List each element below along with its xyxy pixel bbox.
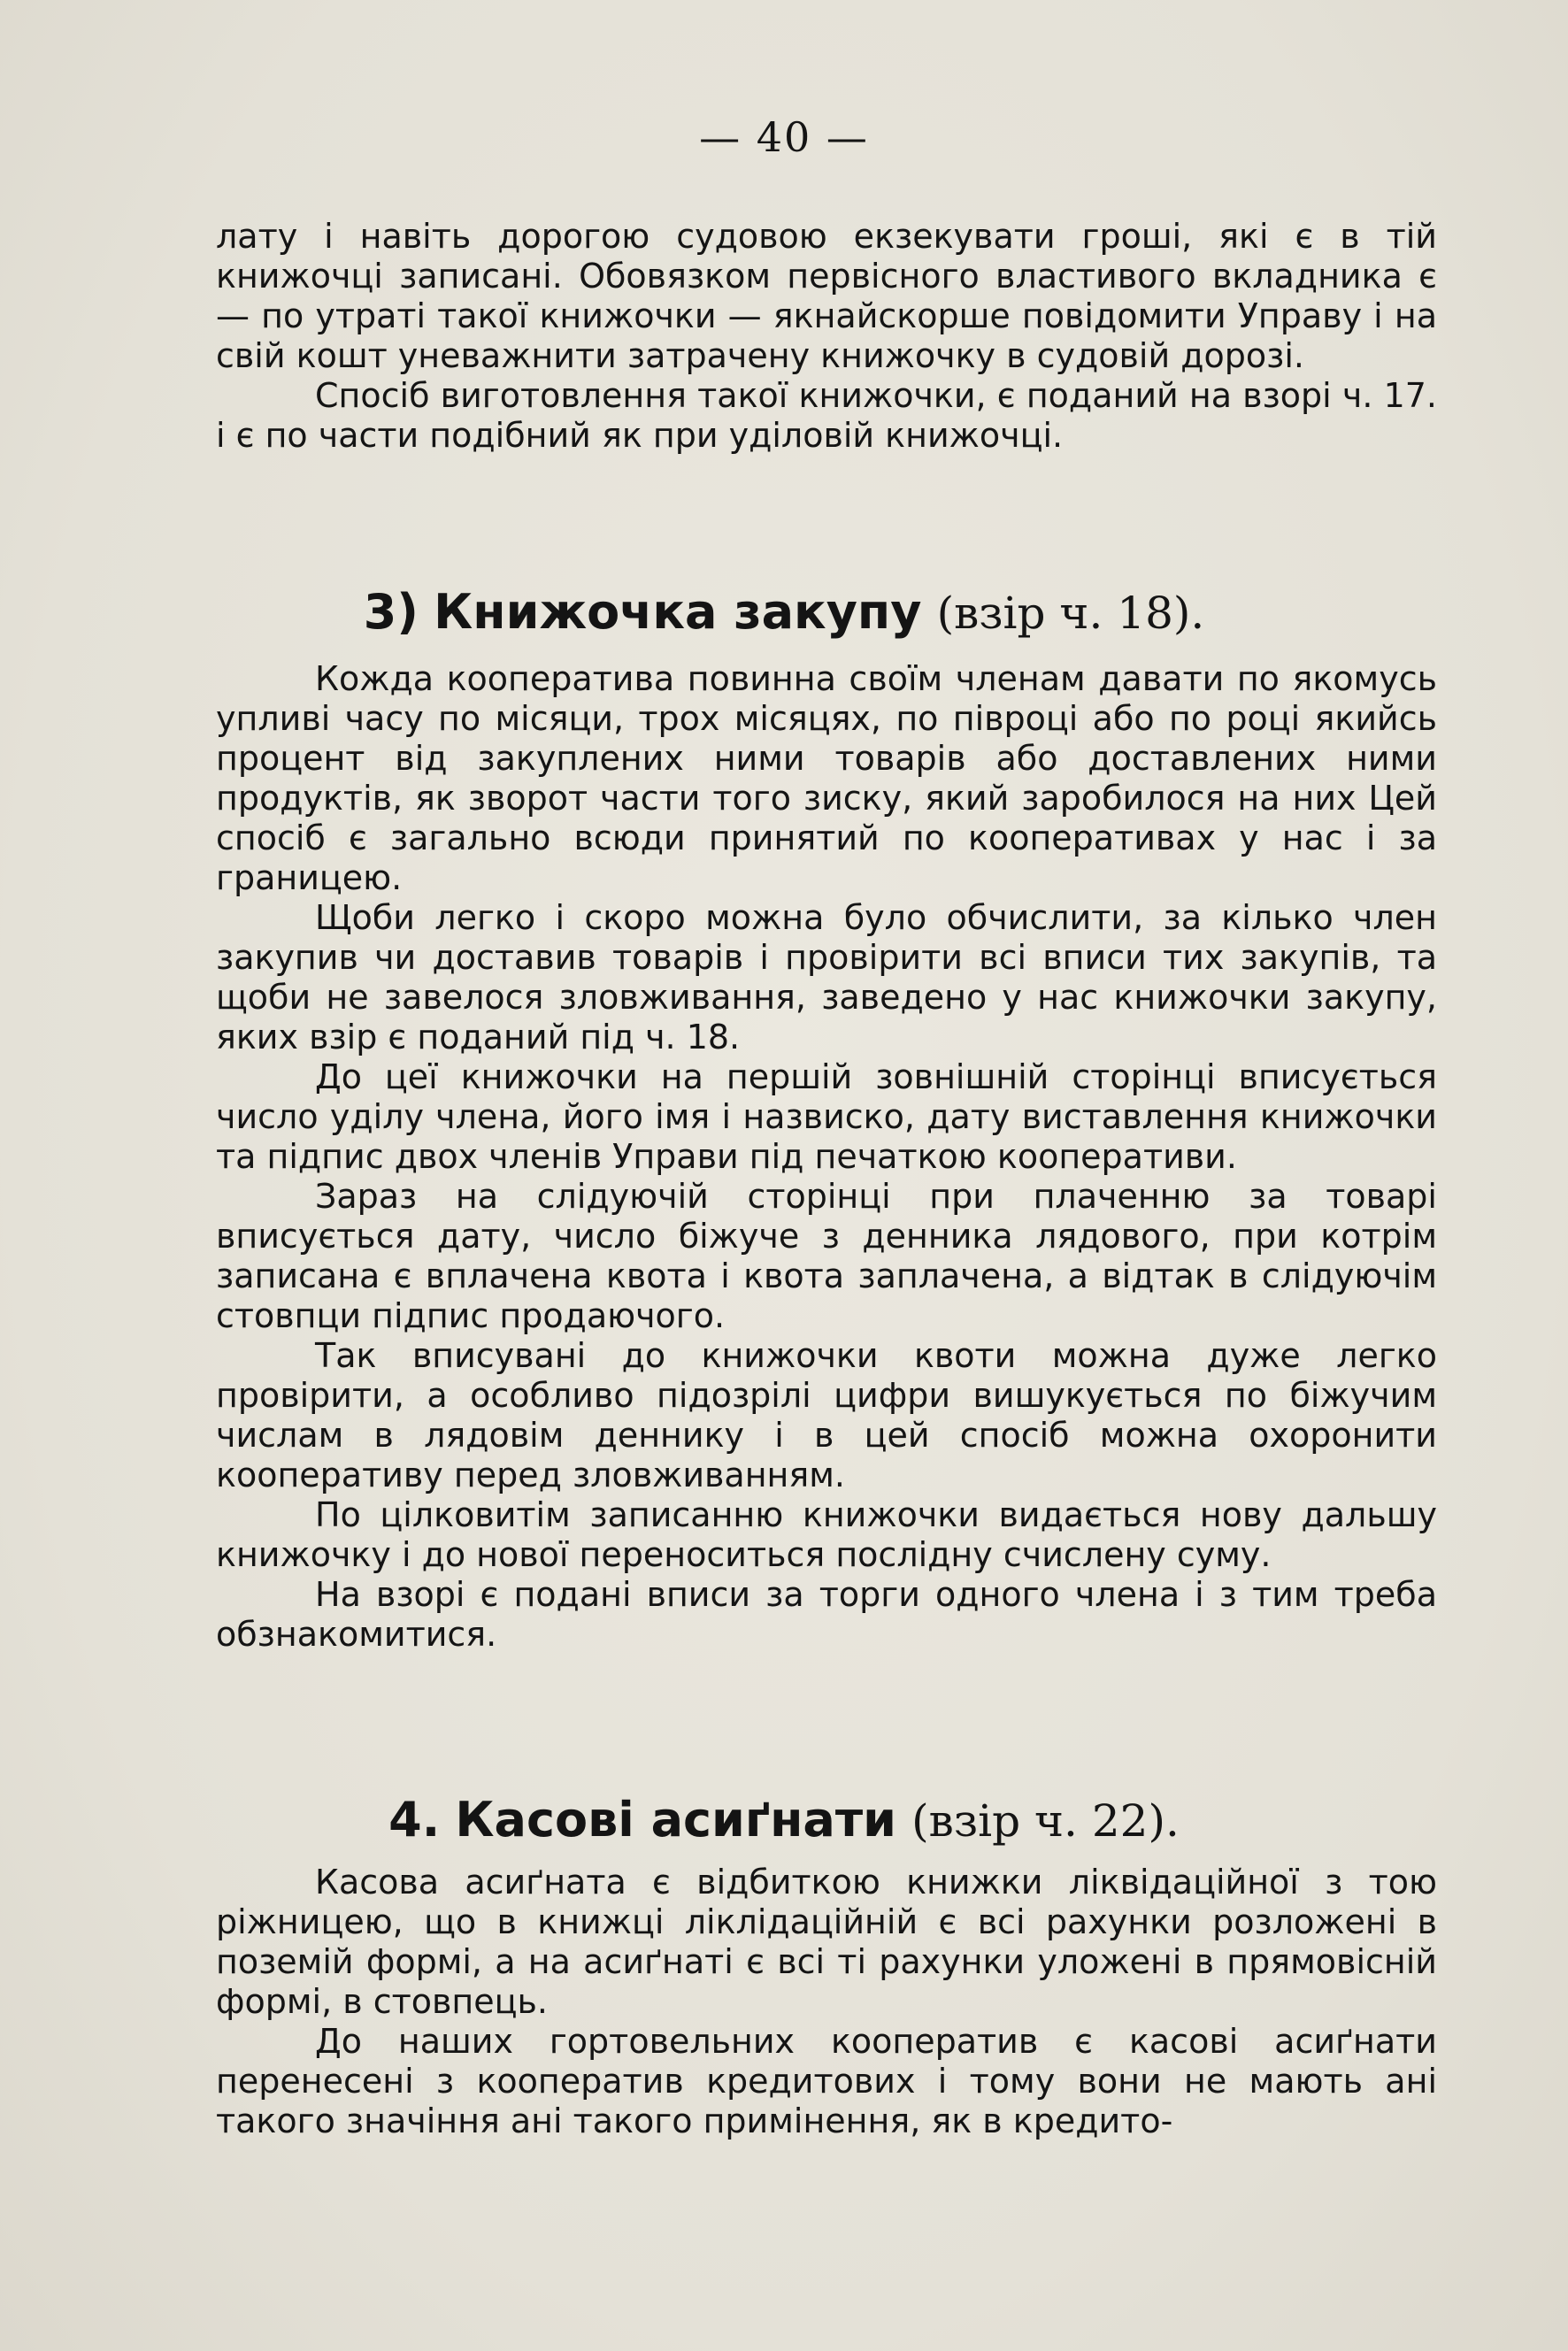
section-number: 4. (388, 1792, 441, 1848)
paragraph: Кожда кооператива повинна своїм членам давати по якомусь упливі часу по місяци, трох місяцях, по півроці або по році якийсь процент від закуплених ними товарів або доставлених ними продуктів, як зворот части того зиску, який заробилося на них Цей спосіб є загально всюди принятий по кооперативах у нас і за границею. (216, 659, 1437, 897)
section-title: Книжочка закупу (434, 584, 922, 640)
section-title: Касові асиґнати (455, 1792, 896, 1848)
intro-text (216, 217, 1437, 456)
paragraph: Так вписувані до книжочки квоти можна дуже легко провірити, а особливо підозрілі цифри вишукується по біжучим числам в лядовім деннику і в цей спосіб можна охоронити кооперативу перед зловживанням. (216, 1336, 1437, 1494)
paragraph: На взорі є подані вписи за торги одного члена і з тим треба обзнакомитися. (216, 1575, 1437, 1654)
paragraph: Спосіб виготовлення такої книжочки, є поданий на взорі ч. 17. і є по части подібний як при уділовій книжочці. (216, 376, 1437, 455)
paragraph: лату і навіть дорогою судовою екзекувати гроші, які є в тій книжочці записані. Обовязком первісного властивого вкладника є — по утраті такої книжочки — якнайскорше повідомити Управу і на свій кошт уневажнити затрачену книжочку в судовій дорозі. (216, 217, 1437, 375)
section-3-text (216, 659, 1437, 1655)
paragraph: До цеї книжочки на першій зовнішній сторінці вписується число уділу члена, його імя і назвиско, дату виставлення книжочки та підпис двох членів Управи під печаткою кооперативи. (216, 1057, 1437, 1176)
paragraph: По цілковитім записанню книжочки видається нову дальшу книжочку і до нової переноситься послідну счислену суму. (216, 1495, 1437, 1574)
paragraph: До наших гортовельних кооператив є касові асиґнати перенесені з кооператив кредитових і тому вони не мають ані такого значіння ані такого примінення, як в кредито- (216, 2022, 1437, 2140)
paragraph: Касова асиґната є відбиткою книжки ліквідаційної з тою ріжницею, що в книжці ліклідаційній є всі рахунки розложені в поземій формі, а на асиґнаті є всі ті рахунки уложені в прямовісній формі, в стовпець. (216, 1863, 1437, 2021)
section-reference: (взір ч. 22). (911, 1795, 1180, 1847)
section-reference: (взір ч. 18). (936, 588, 1205, 639)
section-4-heading (0, 1792, 1568, 1848)
section-number: 3) (363, 584, 419, 640)
section-3-heading (0, 584, 1568, 640)
paragraph: Щоби легко і скоро можна було обчислити, за кілько член закупив чи доставив товарів і провірити всі вписи тих закупів, та щоби не завелося зловживання, заведено у нас книжочки закупу, яких взір є поданий під ч. 18. (216, 898, 1437, 1056)
section-4-text (216, 1863, 1437, 2141)
page-number: — 40 — (699, 113, 869, 161)
paragraph: Зараз на слідуючій сторінці при плаченню за товарі вписується дату, число біжуче з денника лядового, при котрім записана є вплачена квота і квота заплачена, а відтак в слідуючім стовпци підпис продаючого. (216, 1177, 1437, 1335)
